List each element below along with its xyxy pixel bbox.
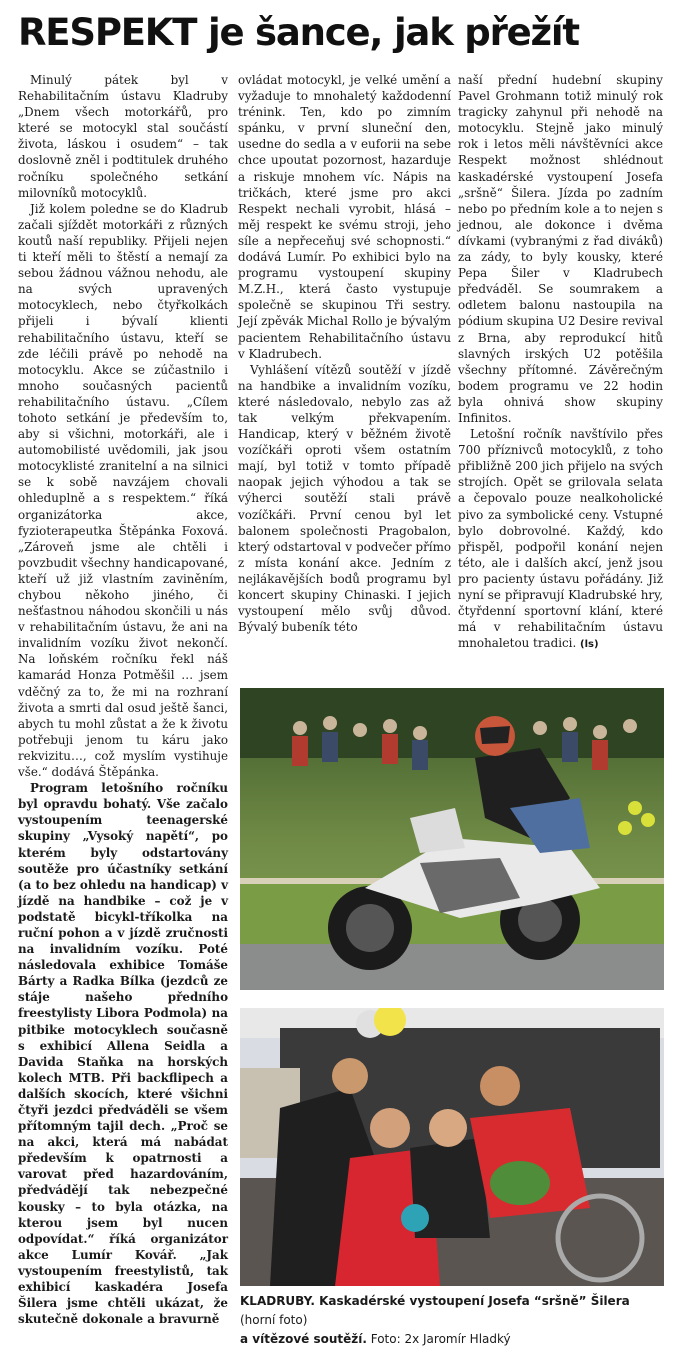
article-column-3 bbox=[458, 72, 663, 653]
paragraph: ovládat motocykl, je velké umění a vyžaduje to mnohaletý každodenní trénink. Ten, kdo po zimním spánku, v první sluneční den, usedne do sedla a v euforii na sebe chce upoutat pozornost, hazarduje a riskuje mnohem víc. Nápis na tričkách, které jsme pro akci Respekt nechali vyrobit, hlásá – měj respekt ke svému stroji, jeho síle a nepřeceňuj své schopnosti.“ dodává Lumír. Po exhibici bylo na programu vystoupení skupiny M.Z.H., která často vystupuje společně se skupinou Tři sestry. Její zpěvák Michal Rollo je bývalým pacientem Rehabilitačního ústavu v Kladrubech. bbox=[238, 73, 451, 361]
paragraph: Minulý pátek byl v Rehabilitačním ústavu Kladruby „Dnem všech motorkářů, pro které se motocykl stal součástí života, láskou i osudem“ – tak doslovně zněl i podtitulek druhého ročníku společného setkání milovníků motocyklů. bbox=[18, 73, 228, 200]
paragraph bbox=[458, 426, 663, 653]
photo-credit: Foto: 2x Jaromír Hladký bbox=[366, 1332, 511, 1346]
article-column-1 bbox=[18, 72, 228, 1327]
caption-text: a vítězové soutěží. bbox=[240, 1332, 367, 1346]
winners-group-photo bbox=[240, 1008, 664, 1286]
photo-caption bbox=[240, 1292, 666, 1349]
paragraph: naší přední hudební skupiny Pavel Grohmann totiž minulý rok tragicky zahynul při nehodě na motocyklu. Stejně jako minulý rok i letos měli návštěvníci akce Respekt možnost shlédnout kaskadérské vystoupení Josefa „sršně“ Šilera. Jízda po zadním nebo po předním kole a to nejen s jednou, ale dokonce i dvěma dívkami (vybranými z řad diváků) za zády, to byly kousky, které Pepa Šiler v Kladrubech předváděl. Se soumrakem a odletem balonu nastoupila na pódium skupina U2 Desire revival z Brna, aby reprodukcí hitů slavných irských U2 potěšila všechny přítomné. Závěrečným bodem programu ve 22 hodin byla ohnivá show skupiny Infinitos. bbox=[458, 73, 663, 425]
motorcycle-stunt-photo bbox=[240, 688, 664, 990]
caption-note: (horní foto) bbox=[240, 1313, 308, 1327]
paragraph-text: Letošní ročník navštívilo přes 700 příznivců motocyklů, z toho přibližně 200 jich přijelo na svých strojích. Opět se grilovala selata a čepovalo pouze nealkoholické pivo za symbolické ceny. Vstupné bylo dobrovolné. Každý, kdo přispěl, podpořil konání nejen této, ale i dalších akcí, jenž jsou pro pacienty ústavu pořádány. Již nyní se připravují Kladrubské hry, čtyřdenní sportovní klání, které má v rehabilitačním ústavu mnohaletou tradici. bbox=[458, 427, 663, 651]
article-column-2 bbox=[238, 72, 451, 635]
headline: RESPEKT je šance, jak přežít bbox=[18, 11, 579, 54]
author-signature: (ls) bbox=[580, 639, 599, 651]
paragraph: Vyhlášení vítězů soutěží v jízdě na handbike a invalidním vozíku, které následovalo, nebylo zas až tak velkým překvapením. Handicap, který v běžném životě vozíčkáři oproti všem ostatním mají, byl totiž v tomto případě naopak jejich výhodou a tak se výherci soutěží stali právě vozíčkáři. První cenou byl let balonem společnosti Pragobalon, který odstartoval v podvečer přímo z místa konání akce. Jedním z nejlákavějších bodů programu byl koncert skupiny Chinaski. I jejich vystoupení mělo svůj důvod. Bývalý bubeník této bbox=[238, 362, 451, 635]
paragraph: Program letošního ročníku byl opravdu bohatý. Vše začalo vystoupením teenagerské skupiny „Vysoký napětí“, po kterém byly odstartovány soutěže pro účastníky setkání (a to bez ohledu na handicap) v jízdě na handbike – což je v podstatě bicykl-tříkolka na ruční pohon a v jízdě zručnosti na invalidním vozíku. Poté následovala exhibice Tomáše Bárty a Radka Bílka (jezdců ze stáje našeho předního freestylisty Libora Podmola) na pitbike motocyklech současně s exhibicí Allena Seidla a Davida Staňka na horských kolech MTB. Při backflipech a dalších skocích, které všichni čtyři jezdci předváděli se všem přítomným tajil dech. „Proč se na akci, která má nabádat především k opatrnosti a varovat před hazardováním, předvádějí tak nebezpečné kousky – to byla otázka, na kterou jsem byl nucen odpovídat.“ říká organizátor akce Lumír Kovář. „Jak vystoupením freestylistů, tak exhibicí kaskadéra Josefa Šilera jsme chtěli ukázat, že skutečně dokonale a bravurně bbox=[18, 781, 228, 1327]
caption-location: KLADRUBY. bbox=[240, 1294, 315, 1308]
paragraph: Již kolem poledne se do Kladrub začali sjíždět motorkáři z různých koutů naší republiky. Přijeli nejen ti kteří měli to štěstí a nemají za sebou žádnou vážnou nehodu, ale na svých upravených motocyklech, nebo čtyřkolkách přijeli i bývalí klienti rehabilitačního ústavu, kteří se zde léčili právě po nehodě na motocyklu. Akce se zúčastnilo i mnoho současných pacientů rehabilitačního ústavu. „Cílem tohoto setkání je především to, aby si všichni, motorkáři, ale i automobilisté uvědomili, jak jsou motocyklisté zranitelní a na silnici se k sobě navzájem chovali ohleduplně a s respektem.“ říká organizátorka akce, fyzioterapeutka Štěpánka Foxová. „Zároveň jsme ale chtěli i povzbudit všechny handicapované, kteří už již vlastním zaviněním, chybou někoho jiného, či nešťastnou náhodou skončili u nás v rehabilitačním ústavu, že ani na invalidním vozíku život nekončí. Na loňském ročníku řekl náš kamarád Honza Potměšil … jsem vděčný za to, že mi na rozhraní života a smrti dal osud ještě šanci, abych tu mohl zůstat a že k životu potřebuji jenom tu káru jako rekvizitu…, což myslím vystihuje vše.“ dodává Štěpánka. bbox=[18, 201, 228, 780]
caption-text: Kaskadérské vystoupení Josefa “sršně” Šilera bbox=[314, 1294, 630, 1308]
